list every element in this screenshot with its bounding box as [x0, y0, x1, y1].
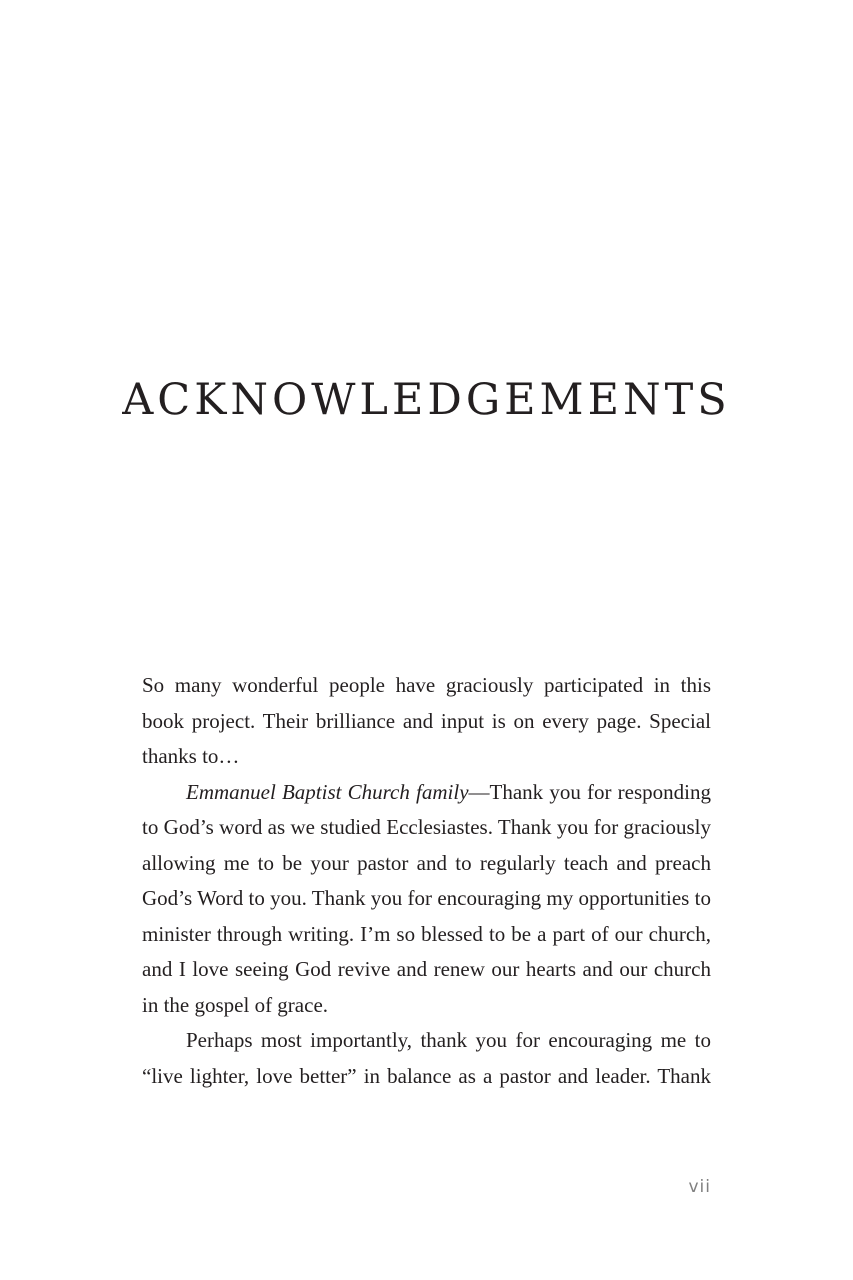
chapter-title: ACKNOWLEDGEMENTS [122, 375, 731, 425]
paragraph-importantly: Perhaps most importantly, thank you for encouraging me to “live lighter, love better” in balance as a pastor and leader. Thank [142, 1028, 711, 1088]
body-text [142, 668, 711, 1094]
church-family-text: —Thank you for responding to God’s word as we studied Ecclesiastes. Thank you for graciously allowing me to be your pastor and to regularly teach and preach God’s Word to you. Thank you for encouraging my opportunities to minister through writing. I’m so blessed to be a part of our church, and I love seeing God revive and renew our hearts and our church in the gospel of grace. [142, 779, 711, 1017]
paragraph-church-family [142, 775, 711, 1024]
page-number: vii [688, 1177, 711, 1197]
paragraph-intro: So many wonderful people have graciously participated in this book project. Their brilliance and input is on every page. Special thanks to… [142, 673, 711, 768]
church-family-heading: Emmanuel Baptist Church family [186, 779, 469, 804]
